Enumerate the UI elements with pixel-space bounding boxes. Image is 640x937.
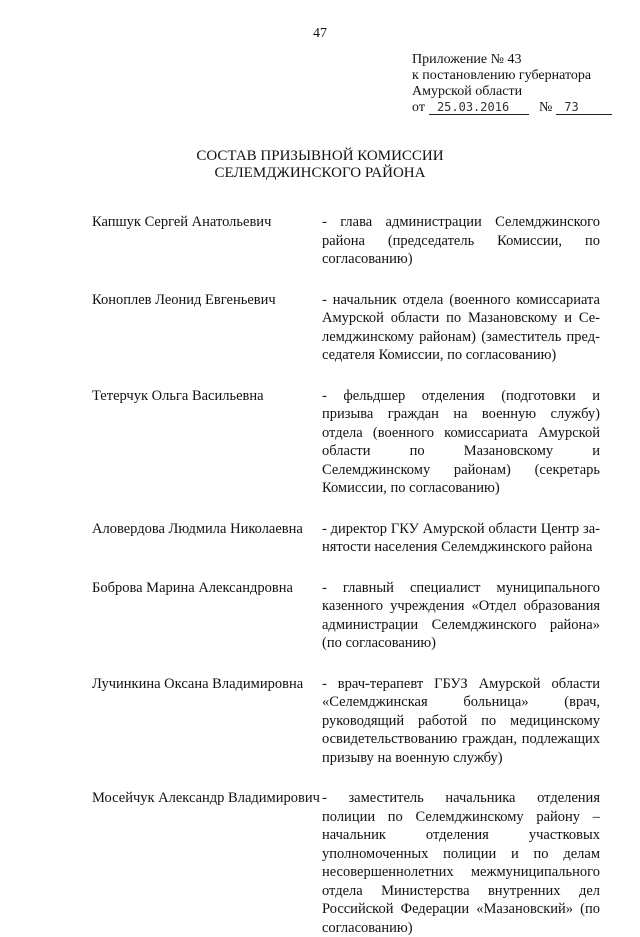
member-row xyxy=(92,520,600,557)
member-row xyxy=(92,291,600,365)
title-line-2: СЕЛЕМДЖИНСКОГО РАЙОНА xyxy=(214,165,426,181)
member-row xyxy=(92,387,600,498)
appendix-title: Приложение № 43 xyxy=(412,52,522,67)
member-role: - директор ГКУ Амурской области Центр занятости населения Селемджинского района xyxy=(322,520,600,555)
member-row xyxy=(92,579,600,653)
appendix-date-line xyxy=(412,100,612,116)
member-role: - врач-терапевт ГБУЗ Амурской области «Селемджинская больница» (врач, руководящий работой по медицинскому освидетельствованию граждан, подлежащих призыву на военную службу) xyxy=(322,675,600,766)
appendix-decree: к постановлению губернатора xyxy=(412,68,592,83)
decree-number: 73 xyxy=(556,100,612,115)
member-role: - заместитель начальника отделения полиции по Селемджинскому району – начальник отделения участковых уполномоченных полиции и по делам несовершеннолетних межмуниципального отдела Министерства внутренних дел Российской Федерации «Мазановский» (по согласованию) xyxy=(322,790,600,936)
member-name: Аловердова Людмила Николаевна xyxy=(92,520,303,537)
member-name: Боброва Марина Александровна xyxy=(92,579,293,596)
member-role: - фельдшер отделения (подготовки и призыва граждан на военную службу) отдела (военного комиссариата Амурской области по Мазановскому и Селемджинскому районам) (секретарь Комиссии, по согласованию) xyxy=(322,387,600,496)
member-role: - начальник отдела (военного комиссариата Амурской области по Мазановскому и Селемджинскому районам) (заместитель председателя Комиссии, по согласованию) xyxy=(322,291,600,363)
decree-date: 25.03.2016 xyxy=(429,100,529,115)
document-title xyxy=(0,148,640,182)
member-role: - глава администрации Селемджинского района (председатель Комиссии, по согласованию) xyxy=(322,214,600,267)
member-role: - главный специалист муниципального казенного учреждения «Отдел образования администрации Селемджинского района» (по согласованию) xyxy=(322,579,600,651)
member-name: Лучинкина Оксана Владимировна xyxy=(92,675,304,692)
member-row xyxy=(92,789,600,937)
member-name: Коноплев Леонид Евгеньевич xyxy=(92,291,276,308)
members-list xyxy=(92,213,600,937)
member-row xyxy=(92,213,600,269)
member-name: Тетерчук Ольга Васильевна xyxy=(92,387,264,404)
appendix-region: Амурской области xyxy=(412,84,523,99)
page-number: 47 xyxy=(313,26,327,41)
title-line-1: СОСТАВ ПРИЗЫВНОЙ КОМИССИИ xyxy=(196,148,444,164)
member-name: Капшук Сергей Анатольевич xyxy=(92,214,272,230)
member-row xyxy=(92,675,600,768)
date-prefix: от xyxy=(412,100,425,115)
number-prefix: № xyxy=(538,100,553,115)
member-name: Мосейчук Александр Владимирович xyxy=(92,790,320,806)
appendix-block xyxy=(412,52,612,116)
